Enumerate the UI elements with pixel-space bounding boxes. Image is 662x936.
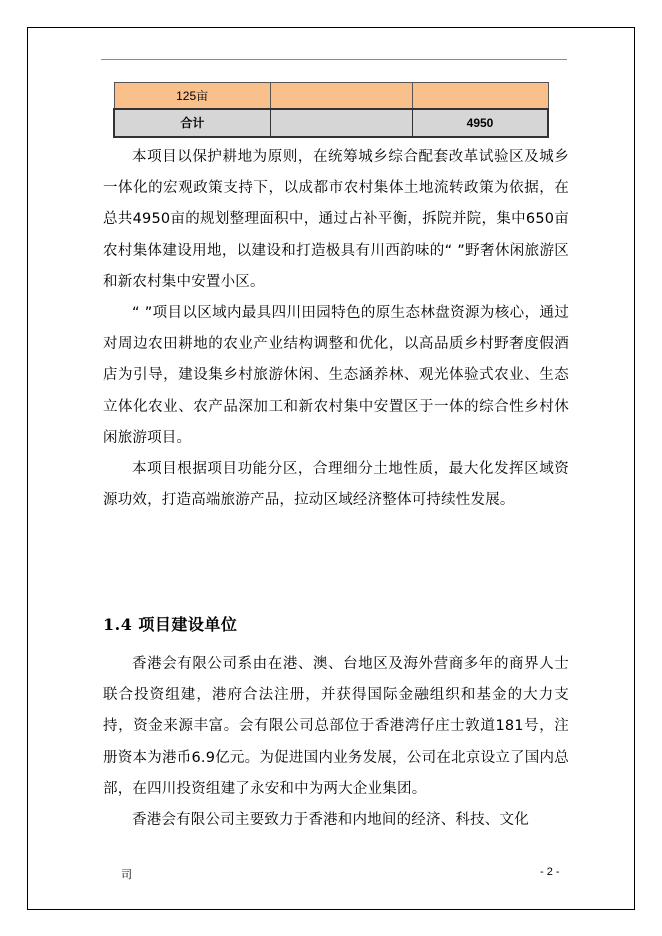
area-table	[113, 82, 549, 138]
header-rule	[101, 59, 567, 60]
table-row	[114, 83, 548, 109]
table-cell	[270, 109, 412, 137]
section-heading: 1.4 项目建设单位	[103, 615, 238, 634]
footer-left: 司	[121, 868, 132, 881]
table-cell	[413, 83, 548, 109]
table-total-row	[114, 109, 548, 137]
table-cell: 125亩	[114, 83, 270, 109]
table-cell: 4950	[413, 109, 548, 137]
paragraph: 本项目以保护耕地为原则，在统筹城乡综合配套改革试验区及城乡一体化的宏观政策支持下，以成都市农村集体土地流转政策为依据，在总共4950亩的规划整理面积中，通过占补平衡，拆院并院，集中650亩农村集体建设用地，以建设和打造极具有川西韵味的“ ”野奢休闲旅游区和新农村集中安置小区。	[103, 149, 569, 290]
paragraph: 香港会有限公司主要致力于香港和内地间的经济、科技、文化	[132, 812, 529, 829]
paragraph: 香港会有限公司系由在港、澳、台地区及海外营商多年的商界人士联合投资组建，港府合法注册，并获得国际金融组织和基金的大力支持，资金来源丰富。会有限公司总部位于香港湾仔庄士敦道181号，注册资本为港币6.9亿元。为促进国内业务发展，公司在北京设立了国内总部，在四川投资组建了永安和中为两大企业集团。	[103, 656, 569, 797]
page-number: - 2 -	[540, 866, 560, 878]
paragraph: “ ”项目以区域内最具四川田园特色的原生态林盘资源为核心，通过对周边农田耕地的农业产业结构调整和优化，以高品质乡村野奢度假酒店为引导，建设集乡村旅游休闲、生态涵养林、观光体验式农业、生态立体化农业、农产品深加工和新农村集中安置区于一体的综合性乡村休闲旅游项目。	[103, 305, 569, 446]
body-text-block-b	[103, 649, 569, 836]
paragraph: 本项目根据项目功能分区，合理细分土地性质，最大化发挥区域资源功效，打造高端旅游产品，拉动区域经济整体可持续性发展。	[103, 461, 569, 509]
table-cell	[270, 83, 412, 109]
table-cell: 合计	[114, 109, 270, 137]
body-text-block-a	[103, 142, 569, 516]
